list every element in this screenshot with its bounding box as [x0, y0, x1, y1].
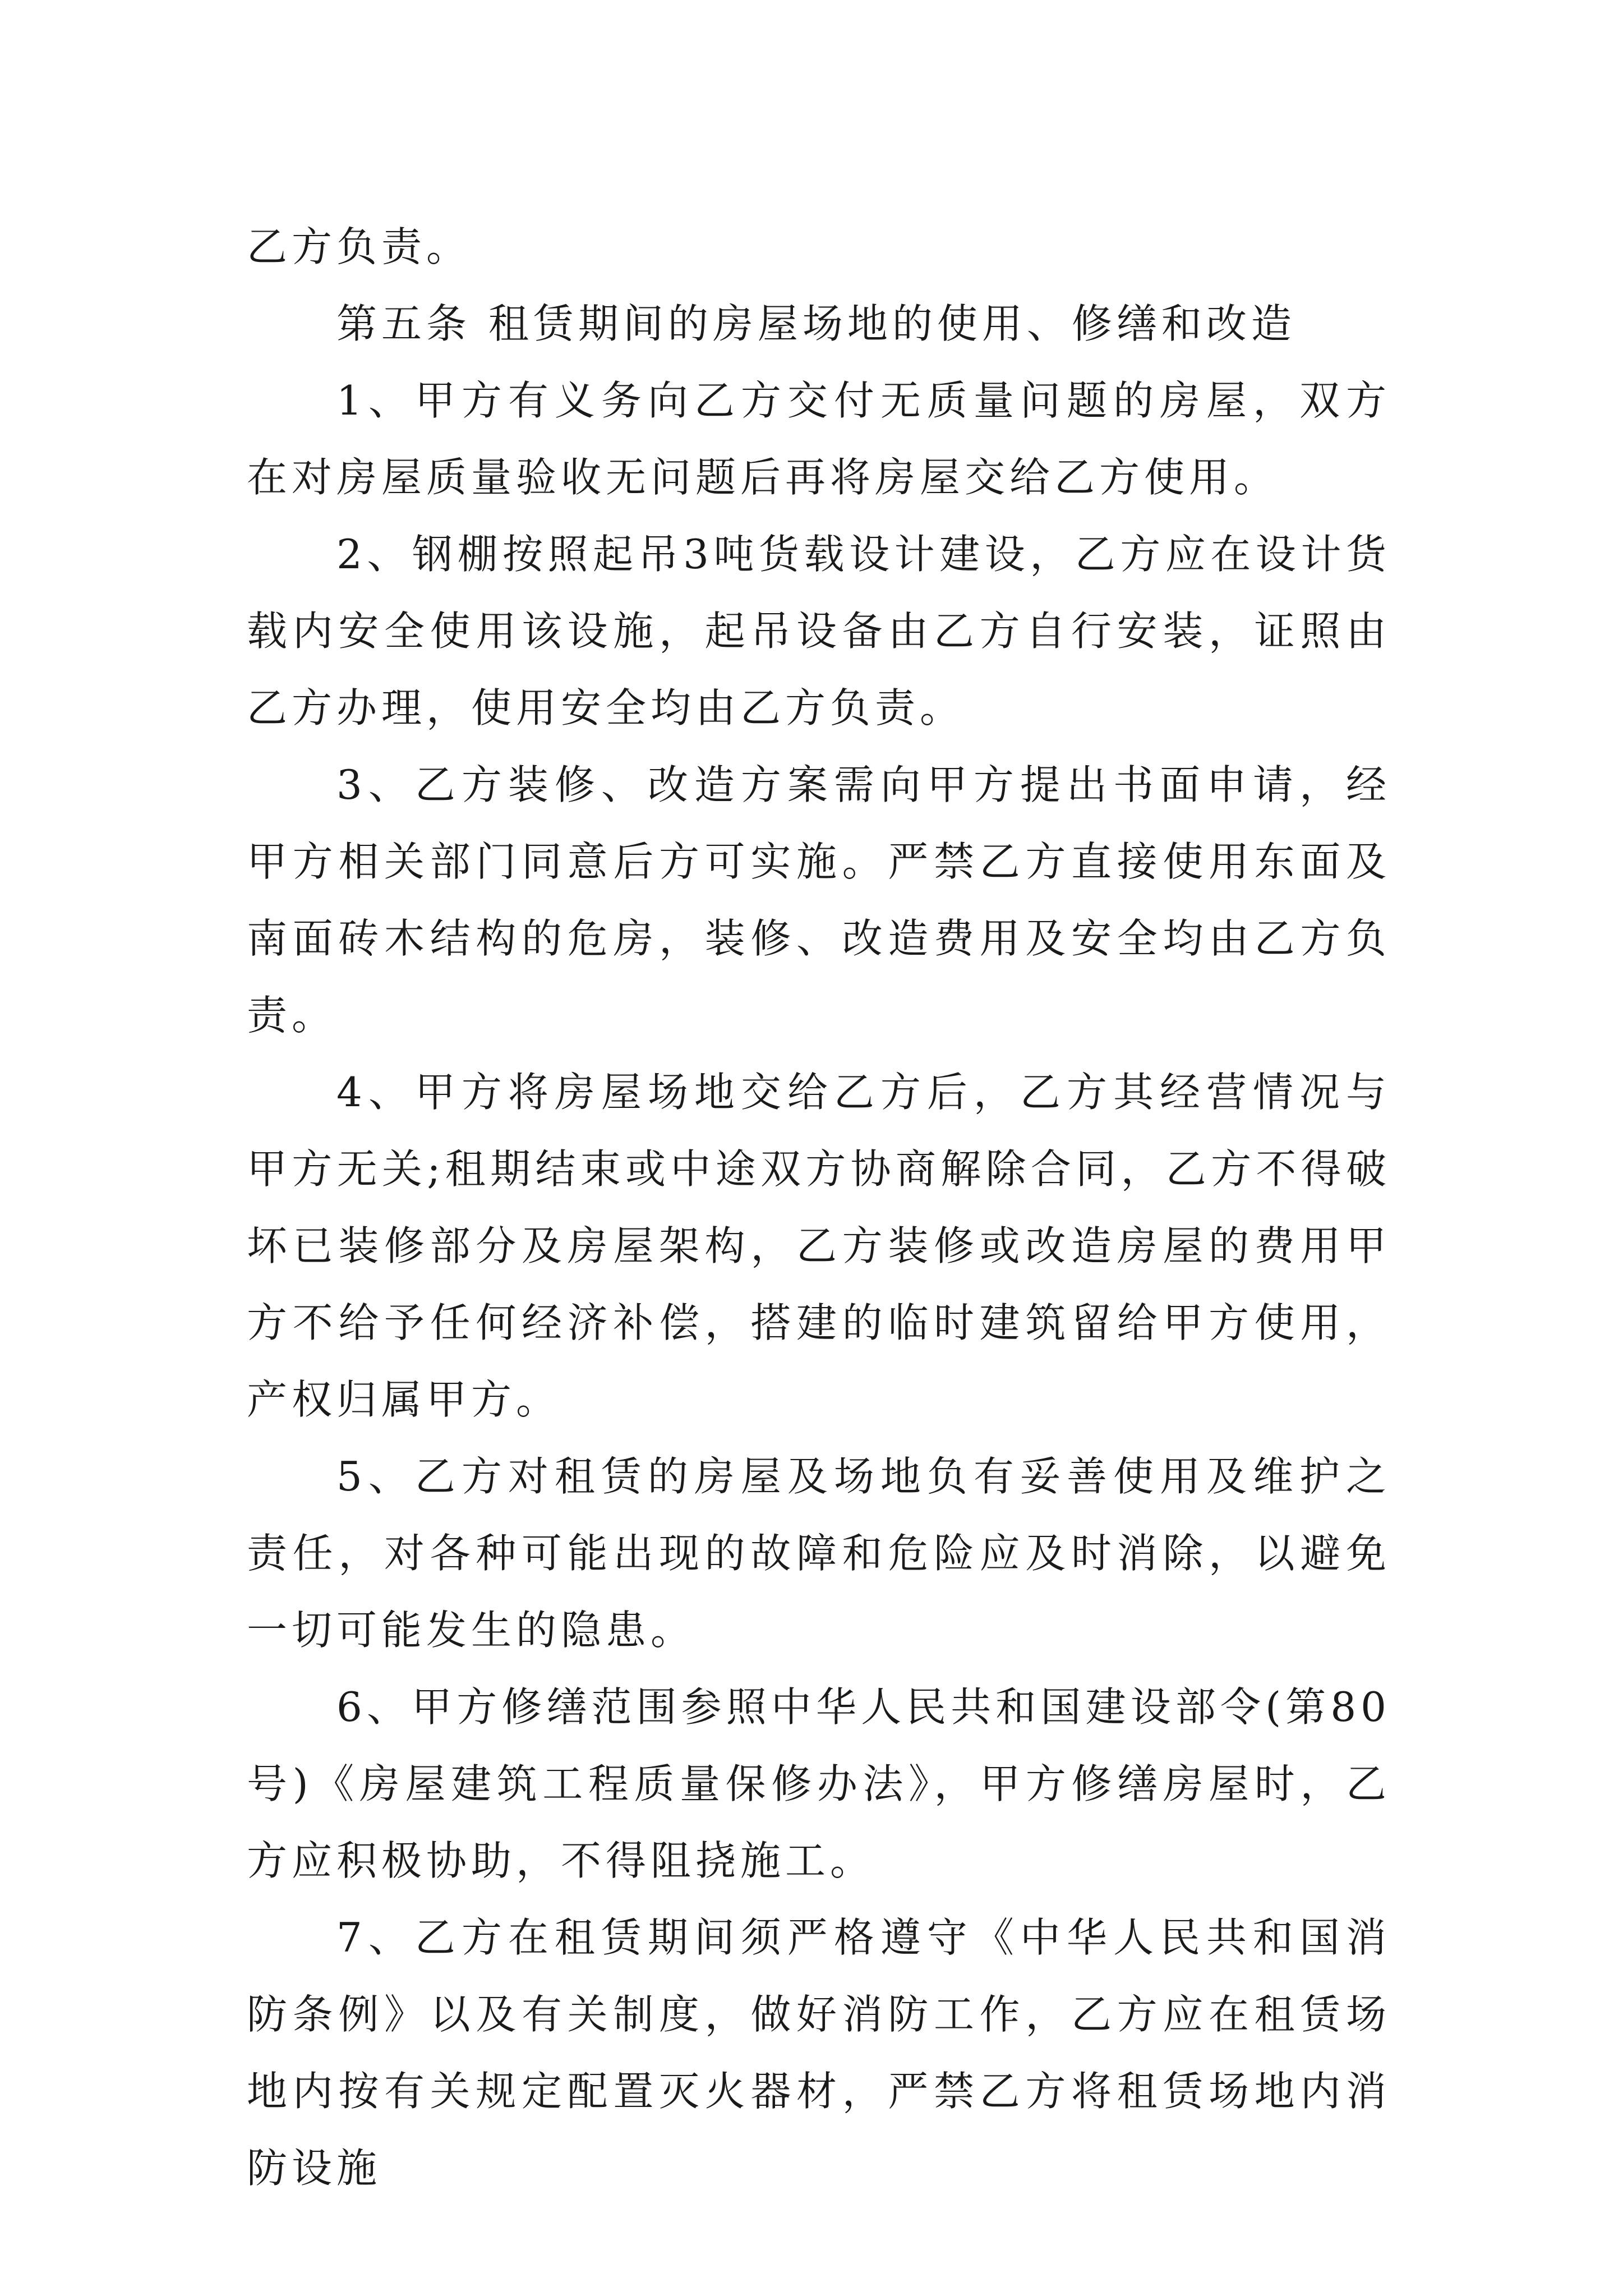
paragraph-continuation: 乙方负责。 — [247, 223, 472, 270]
clause-3: 3、乙方装修、改造方案需向甲方提出书面申请，经甲方相关部门同意后方可实施。严禁乙方直接使用东面及南面砖木结构的危房，装修、改造费用及安全均由乙方负责。 — [247, 761, 1391, 1039]
clause-2: 2、钢棚按照起吊3吨货载设计建设，乙方应在设计货载内安全使用该设施，起吊设备由乙方自行安装，证照由乙方办理，使用安全均由乙方负责。 — [247, 531, 1391, 731]
document-body — [247, 209, 1391, 2207]
article-heading: 第五条 租赁期间的房屋场地的使用、修缮和改造 — [336, 300, 1296, 347]
clause-5: 5、乙方对租赁的房屋及场地负有妥善使用及维护之责任，对各种可能出现的故障和危险应及时消除，以避免一切可能发生的隐患。 — [247, 1453, 1391, 1654]
clause-1: 1、甲方有义务向乙方交付无质量问题的房屋，双方在对房屋质量验收无问题后再将房屋交给乙方使用。 — [247, 377, 1391, 501]
clause-4: 4、甲方将房屋场地交给乙方后，乙方其经营情况与甲方无关;租期结束或中途双方协商解除合同，乙方不得破坏已装修部分及房屋架构，乙方装修或改造房屋的费用甲方不给予任何经济补偿，搭建的临时建筑留给甲方使用，产权归属甲方。 — [247, 1069, 1391, 1423]
clause-7: 7、乙方在租赁期间须严格遵守《中华人民共和国消防条例》以及有关制度，做好消防工作，乙方应在租赁场地内按有关规定配置灭火器材，严禁乙方将租赁场地内消防设施 — [247, 1914, 1391, 2192]
clause-6: 6、甲方修缮范围参照中华人民共和国建设部令(第80号)《房屋建筑工程质量保修办法》，甲方修缮房屋时，乙方应积极协助，不得阻挠施工。 — [247, 1683, 1391, 1884]
